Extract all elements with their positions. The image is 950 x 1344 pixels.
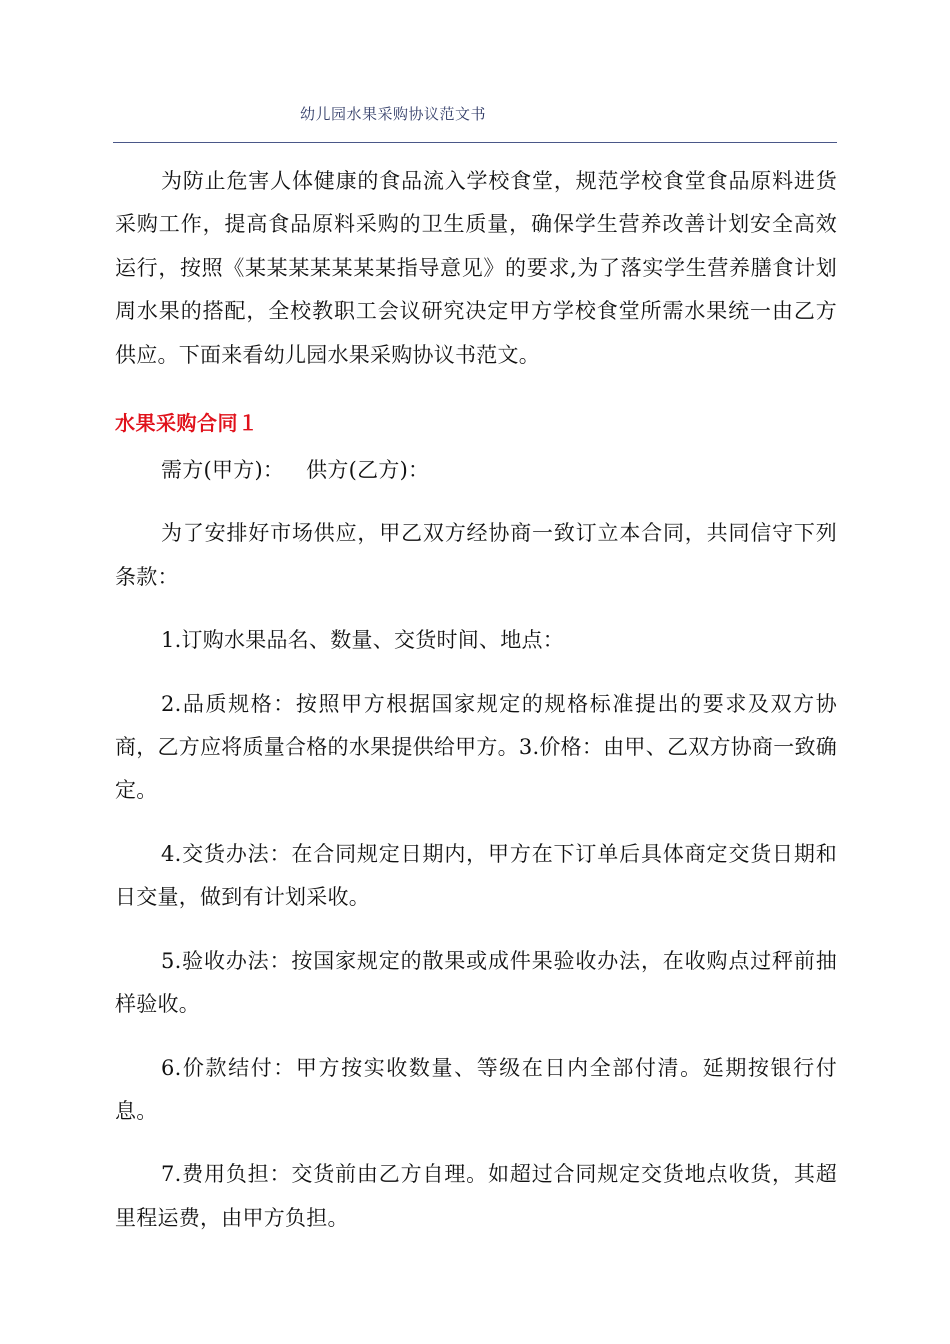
- document-header-title: 幼儿园水果采购协议范文书: [300, 105, 487, 123]
- header-divider: [113, 142, 837, 143]
- clause-6: 6.价款结付：甲方按实收数量、等级在日内全部付清。延期按银行付息。: [115, 1055, 837, 1123]
- parties-line: [115, 449, 837, 492]
- document-body: [115, 160, 837, 1240]
- clause-2-3: 2.品质规格：按照甲方根据国家规定的规格标准提出的要求及双方协商，乙方应将质量合格的水果提供给甲方。3.价格：由甲、乙双方协商一致确定。: [115, 691, 837, 803]
- clause-5: 5.验收办法：按国家规定的散果或成件果验收办法，在收购点过秤前抽样验收。: [115, 948, 837, 1017]
- clause-4: 4.交货办法：在合同规定日期内，甲方在下订单后具体商定交货日期和日交量，做到有计划采收。: [115, 841, 837, 910]
- clause-1: 1.订购水果品名、数量、交货时间、地点：: [161, 628, 565, 653]
- intro-paragraph: 为防止危害人体健康的食品流入学校食堂，规范学校食堂食品原料进货采购工作，提高食品原料采购的卫生质量，确保学生营养改善计划安全高效运行，按照《某某某某某某某指导意见》的要求,为了落实学生营养膳食计划周水果的搭配，全校教职工会议研究决定甲方学校食堂所需水果统一由乙方供应。下面来看幼儿园水果采购协议书范文。: [115, 169, 837, 367]
- supplier-label: 供方(乙方)：: [306, 458, 430, 483]
- clause-7: 7.费用负担：交货前由乙方自理。如超过合同规定交货地点收货，其超里程运费，由甲方负担。: [115, 1162, 837, 1230]
- preamble-paragraph: 为了安排好市场供应，甲乙双方经协商一致订立本合同，共同信守下列条款：: [115, 521, 837, 589]
- buyer-label: 需方(甲方)：: [161, 458, 285, 483]
- section-heading: 水果采购合同１: [115, 411, 259, 436]
